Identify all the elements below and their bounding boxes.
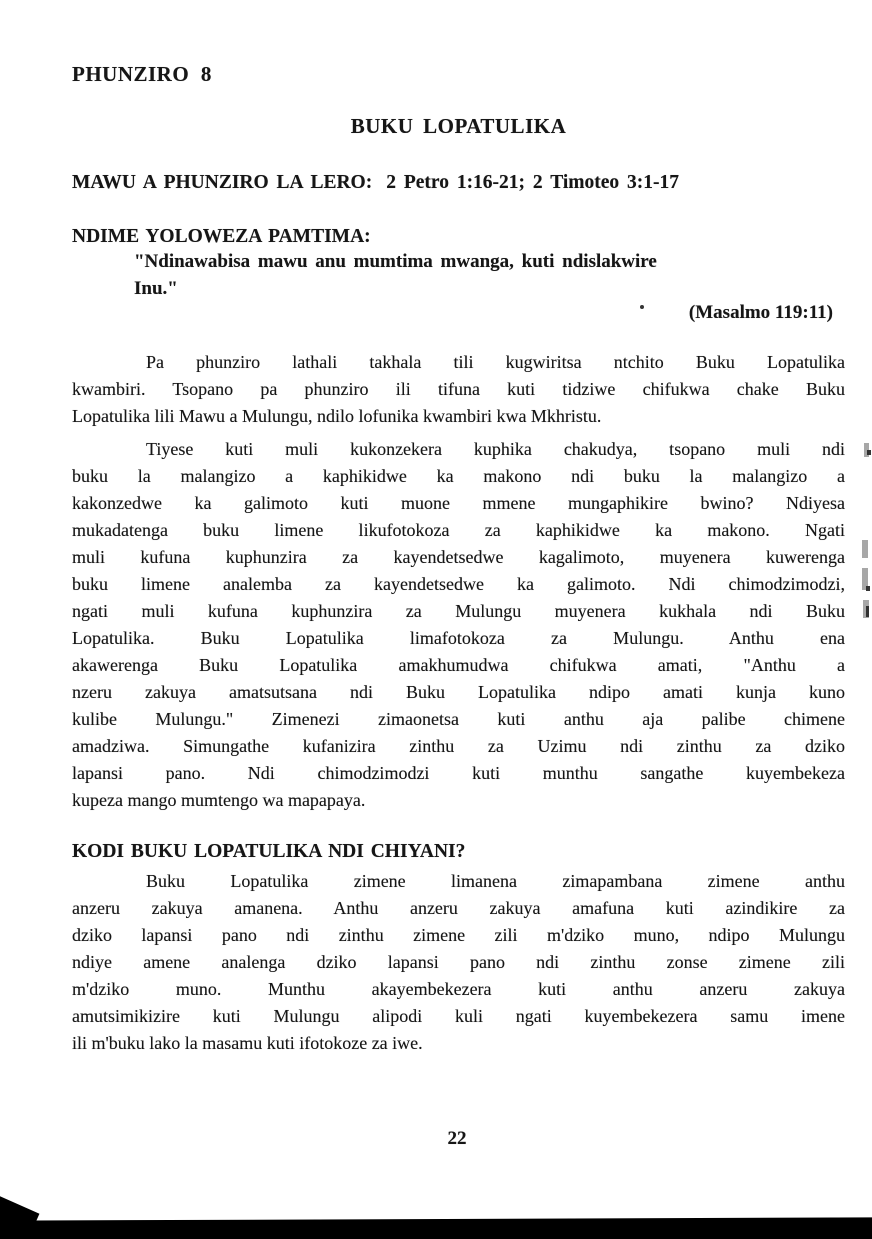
memory-verse-quote bbox=[134, 248, 845, 302]
scan-artifact bbox=[866, 586, 870, 591]
text-line: m'dziko muno. Munthu akayembekezera kuti anthu anzeru zakuya bbox=[72, 979, 845, 999]
text-line: buku la malangizo a kaphikidwe ka makono ndi buku la malangizo a bbox=[72, 466, 845, 486]
text-line: ndiye amene analenga dziko lapansi pano ndi zinthu zonse zimene zili bbox=[72, 952, 845, 972]
memory-verse-reference: (Masalmo 119:11) bbox=[688, 302, 833, 323]
page-number: 22 bbox=[447, 1128, 467, 1149]
text-line: buku limene analemba za kayendetsedwe ka galimoto. Ndi chimodzimodzi, bbox=[72, 574, 845, 594]
scan-edge-bar bbox=[0, 1217, 872, 1239]
text-line: muli kufuna kuphunzira za kayendetsedwe kagalimoto, muyenera kuwerenga bbox=[72, 547, 845, 567]
text-line: Lopatulika. Buku Lopatulika limafotokoza za Mulungu. Anthu ena bbox=[72, 628, 845, 648]
section-heading: KODI BUKU LOPATULIKA NDI CHIYANI? bbox=[72, 841, 466, 862]
text-line: kwambiri. Tsopano pa phunziro ili tifuna kuti tidziwe chifukwa chake Buku bbox=[72, 379, 845, 399]
body-text bbox=[72, 349, 845, 1057]
text-line: amutsimikizire kuti Mulungu alipodi kuli ngati kuyembekezera samu imene bbox=[72, 1006, 845, 1026]
scan-artifact bbox=[640, 305, 644, 309]
text-line: kakonzedwe ka galimoto kuti muone mmene mungaphikire bwino? Ndiyesa bbox=[72, 493, 845, 513]
section-paragraph-1 bbox=[72, 868, 845, 1057]
page-title: BUKU LOPATULIKA bbox=[350, 114, 567, 138]
text-line: dziko lapansi pano ndi zinthu zimene zili m'dziko muno, ndipo Mulungu bbox=[72, 925, 845, 945]
text-line: Pa phunziro lathali takhala tili kugwiritsa ntchito Buku Lopatulika bbox=[146, 352, 845, 372]
text-line: kupeza mango mumtengo wa mapapaya. bbox=[72, 790, 366, 810]
intro-paragraph-1 bbox=[72, 349, 845, 430]
text-line: nzeru zakuya amatsutsana ndi Buku Lopatulika ndipo amati kunja kuno bbox=[72, 682, 845, 702]
text-line: kulibe Mulungu." Zimenezi zimaonetsa kuti anthu aja palibe chimene bbox=[72, 709, 845, 729]
scripture-references: 2 Petro 1:16-21; 2 Timoteo 3:1-17 bbox=[386, 172, 680, 193]
scan-artifact bbox=[866, 606, 869, 617]
text-line: ili m'buku lako la masamu kuti ifotokoze za iwe. bbox=[72, 1033, 423, 1053]
text-line: Inu." bbox=[134, 278, 178, 299]
scan-artifact bbox=[867, 450, 871, 455]
scripture-reading-label: MAWU A PHUNZIRO LA LERO: bbox=[72, 172, 373, 193]
memory-verse-label: NDIME YOLOWEZA PAMTIMA: bbox=[72, 226, 371, 247]
text-line: amadziwa. Simungathe kufanizira zinthu za Uzimu ndi zinthu za dziko bbox=[72, 736, 845, 756]
lesson-label: PHUNZIRO 8 bbox=[72, 62, 212, 86]
scripture-reading-line bbox=[72, 172, 845, 194]
scan-artifact bbox=[862, 540, 868, 558]
text-line: Buku Lopatulika zimene limanena zimapambana zimene anthu bbox=[146, 871, 845, 891]
page-content bbox=[72, 0, 845, 1063]
intro-paragraph-2 bbox=[72, 436, 845, 814]
text-line: ngati muli kufuna kuphunzira za Mulungu muyenera kukhala ndi Buku bbox=[72, 601, 845, 621]
text-line: anzeru zakuya amanena. Anthu anzeru zakuya amafuna kuti azindikire za bbox=[72, 898, 845, 918]
text-line: lapansi pano. Ndi chimodzimodzi kuti munthu sangathe kuyembekeza bbox=[72, 763, 845, 783]
text-line: akawerenga Buku Lopatulika amakhumudwa chifukwa amati, "Anthu a bbox=[72, 655, 845, 675]
text-line: mukadatenga buku limene likufotokoza za kaphikidwe ka makono. Ngati bbox=[72, 520, 845, 540]
text-line: "Ndinawabisa mawu anu mumtima mwanga, kuti ndislakwire bbox=[134, 251, 657, 272]
text-line: Lopatulika lili Mawu a Mulungu, ndilo lofunika kwambiri kwa Mkhristu. bbox=[72, 406, 602, 426]
text-line: Tiyese kuti muli kukonzekera kuphika chakudya, tsopano muli ndi bbox=[146, 439, 845, 459]
